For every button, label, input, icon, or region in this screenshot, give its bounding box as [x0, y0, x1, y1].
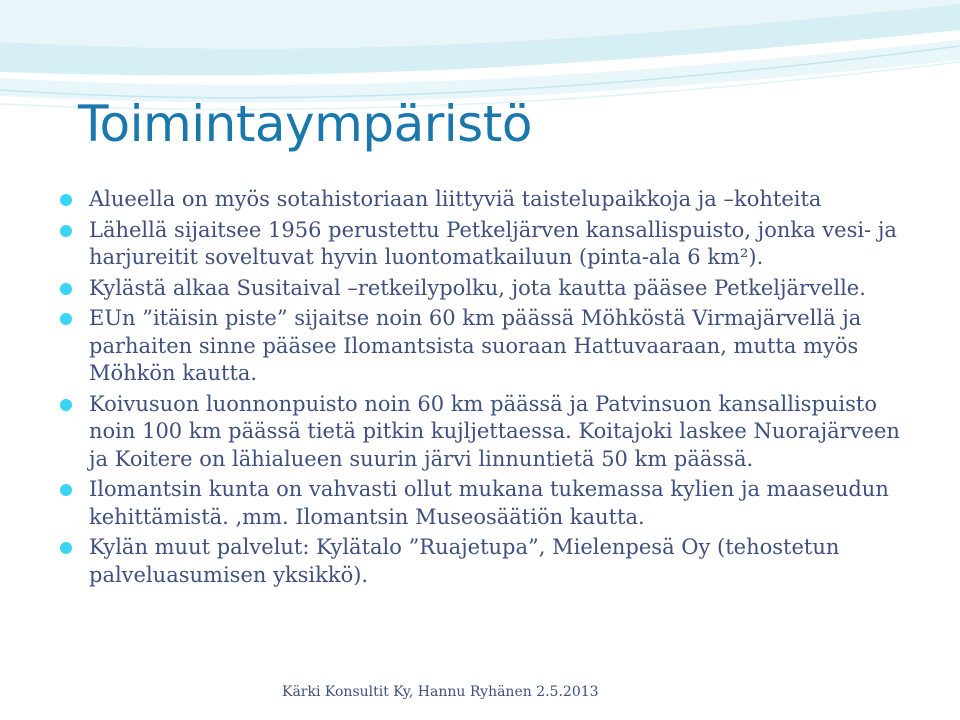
bullet-text: Kylän muut palvelut: Kylätalo ”Ruajetupa”, Mielenpesä Oy (tehostetun palveluasumisen yksikkö). — [89, 535, 840, 587]
bullet-item — [60, 217, 920, 272]
bullet-item — [60, 305, 920, 388]
bullet-dot-icon — [60, 283, 72, 295]
bullet-text: Koivusuon luonnonpuisto noin 60 km päässä ja Patvinsuon kansallispuisto noin 100 km päässä tietä pitkin kujljettaessa. Koitajoki laskee Nuorajärveen ja Koitere on lähialueen suurin järvi linnuntietä 50 km päässä. — [89, 391, 900, 471]
bullet-dot-icon — [60, 484, 72, 496]
slide-footer: Kärki Konsultit Ky, Hannu Ryhänen 2.5.2013 — [282, 684, 599, 700]
bullet-dot-icon — [60, 194, 72, 206]
bullet-item — [60, 275, 920, 303]
bullet-list — [60, 186, 920, 592]
bullet-item — [60, 391, 920, 474]
bullet-text: Lähellä sijaitsee 1956 perustettu Petkeljärven kansallispuisto, jonka vesi- ja harjureitit soveltuvat hyvin luontomatkailuun (pinta-ala 6 km²). — [89, 217, 897, 269]
bullet-dot-icon — [60, 542, 72, 554]
slide-title: Toimintaympäristö — [78, 95, 532, 153]
bullet-item — [60, 186, 920, 214]
bullet-item — [60, 476, 920, 531]
bullet-dot-icon — [60, 225, 72, 237]
bullet-dot-icon — [60, 313, 72, 325]
bullet-dot-icon — [60, 399, 72, 411]
bullet-text: EUn ”itäisin piste” sijaitse noin 60 km päässä Möhköstä Virmajärvellä ja parhaiten sinne pääsee Ilomantsista suoraan Hattuvaaraan, mutta myös Möhkön kautta. — [89, 306, 862, 385]
bullet-text: Ilomantsin kunta on vahvasti ollut mukana tukemassa kylien ja maaseudun kehittämistä. ,mm. Ilomantsin Museosäätiön kautta. — [89, 477, 889, 529]
bullet-text: Alueella on myös sotahistoriaan liittyviä taistelupaikkoja ja –kohteita — [89, 187, 822, 211]
bullet-text: Kylästä alkaa Susitaival –retkeilypolku, jota kautta pääsee Petkeljärvelle. — [89, 275, 866, 300]
bullet-item — [60, 534, 920, 589]
